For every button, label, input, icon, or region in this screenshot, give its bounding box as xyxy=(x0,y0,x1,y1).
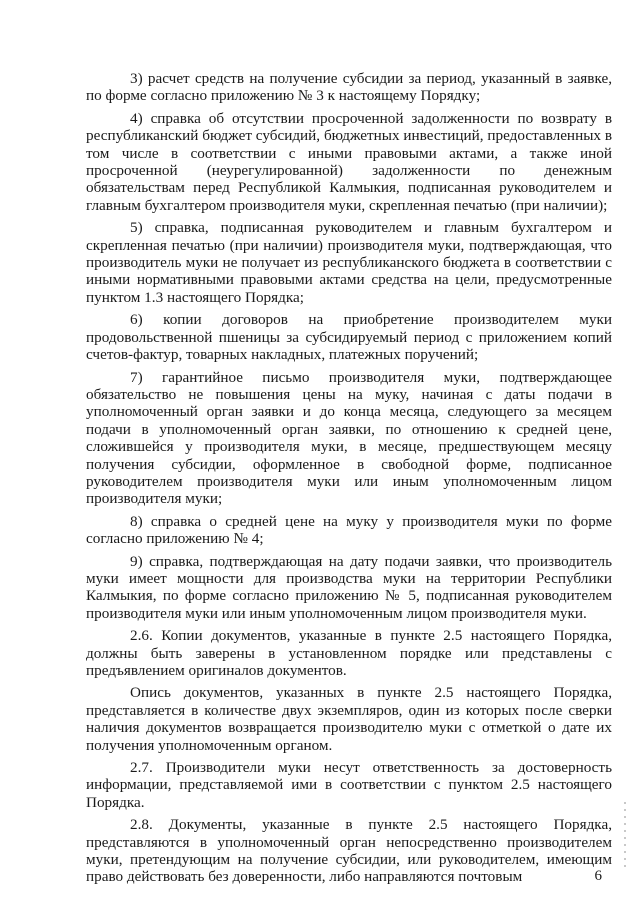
list-item-7-guarantee-letter: 7) гарантийное письмо производителя муки, подтверждающее обязательство не повышения цены на муку, начиная с даты подачи в уполномоченный орган заявки и до конца месяца, следующего за месяцем подачи в уполномоченный орган заявки, по отношению к средней цене, сложившейся у производителя муки, в месяце, предшествующем месяцу получения субсидии, оформленное в свободной форме, подписанное руководителем производителя муки или иным уполномоченным лицом производителя муки; xyxy=(86,368,612,508)
document-body xyxy=(86,70,612,886)
clause-2-7: 2.7. Производители муки несут ответственность за достоверность информации, представляемой ими в соответствии с пунктом 2.5 настоящего Порядка. xyxy=(86,759,612,811)
list-item-6-contract-copies: 6) копии договоров на приобретение производителем муки продовольственной пшеницы за субсидируемый период с приложением копий счетов-фактур, товарных накладных, платежных поручений; xyxy=(86,311,612,364)
clause-2-6-inventory: Опись документов, указанных в пункте 2.5 настоящего Порядка, представляется в количестве двух экземпляров, один из которых после сверки наличия документов возвращается производителю муки с отметкой о дате их получения уполномоченным органом. xyxy=(86,684,612,754)
clause-2-8: 2.8. Документы, указанные в пункте 2.5 настоящего Порядка, представляются в уполномоченный орган непосредственно производителем муки, претендующим на получение субсидии, или руководителем, имеющим право действовать без доверенности, либо направляются почтовым xyxy=(86,816,612,886)
list-item-5-funding-certificate: 5) справка, подписанная руководителем и главным бухгалтером и скрепленная печатью (при наличии) производителя муки, подтверждающая, что производитель муки не получает из республиканского бюджета в соответствии с иными нормативными правовыми актами средства на цели, предусмотренные пунктом 1.3 настоящего Порядка; xyxy=(86,219,612,306)
clause-2-6: 2.6. Копии документов, указанные в пункте 2.5 настоящего Порядка, должны быть заверены в установленном порядке или представлены с предъявлением оригиналов документов. xyxy=(86,627,612,679)
list-item-3-calculation: 3) расчет средств на получение субсидии за период, указанный в заявке, по форме согласно приложению № 3 к настоящему Порядку; xyxy=(86,70,612,105)
list-item-9-capacity-certificate: 9) справка, подтверждающая на дату подачи заявки, что производитель муки имеет мощности для производства муки на территории Республики Калмыкия, по форме согласно приложению № 5, подписанная руководителем производителя муки или иным уполномоченным лицом производителя муки. xyxy=(86,552,612,622)
list-item-8-average-price: 8) справка о средней цене на муку у производителя муки по форме согласно приложению № 4; xyxy=(86,512,612,548)
scan-artifact xyxy=(624,802,626,872)
page-number: 6 xyxy=(594,868,602,884)
list-item-4-debt-certificate: 4) справка об отсутствии просроченной задолженности по возврату в республиканский бюджет субсидий, бюджетных инвестиций, предоставленных в том числе в соответствии с иными правовыми актами, а также иной просроченной (неурегулированной) задолженности по денежным обязательствам перед Республикой Калмыкия, подписанная руководителем и главным бухгалтером производителя муки, скрепленная печатью (при наличии); xyxy=(86,109,612,214)
